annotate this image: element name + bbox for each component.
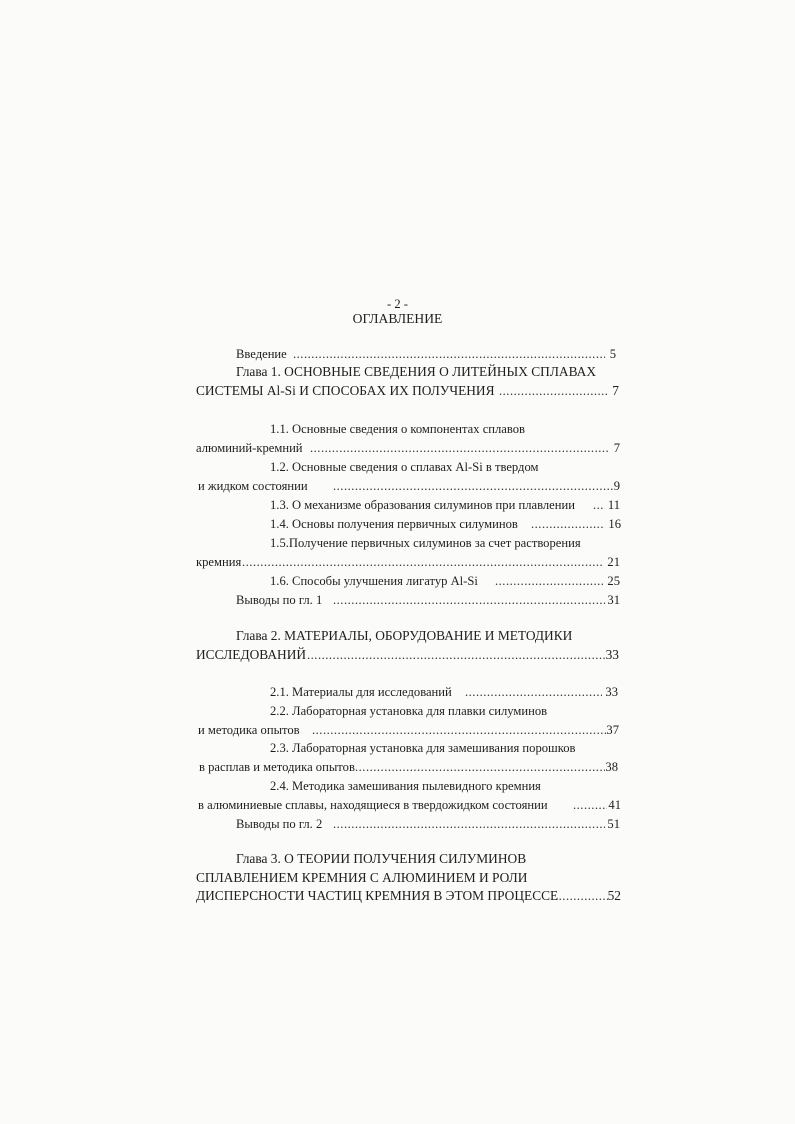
toc-leader — [242, 554, 604, 570]
toc-page-number: 16 — [608, 517, 621, 531]
toc-page-number: 37 — [606, 723, 619, 737]
toc-conclusions: Выводы по гл. 1 — [236, 593, 323, 607]
toc-page-number: 5 — [609, 347, 616, 361]
page-number: - 2 - — [387, 297, 408, 311]
page-title: ОГЛАВЛЕНИЕ — [352, 311, 443, 326]
toc-page-number: 51 — [607, 817, 620, 831]
toc-chapter-title: Глава 3. О ТЕОРИИ ПОЛУЧЕНИЯ СИЛУМИНОВ — [236, 851, 527, 866]
toc-conclusions: Выводы по гл. 2 — [236, 817, 323, 831]
toc-chapter-title: ДИСПЕРСНОСТИ ЧАСТИЦ КРЕМНИЯ В ЭТОМ ПРОЦЕССЕ — [196, 888, 559, 903]
toc-chapter-title: ИССЛЕДОВАНИЙ — [196, 647, 307, 662]
toc-section-title: 2.1. Материалы для исследований — [270, 685, 452, 699]
toc-section-title: 1.3. О механизме образования силуминов при плавлении — [270, 498, 575, 512]
toc-section-title: 1.4. Основы получения первичных силуминов — [270, 517, 518, 531]
toc-page-number: 33 — [605, 685, 618, 699]
toc-chapter-title: СИСТЕМЫ Al-Si И СПОСОБАХ ИХ ПОЛУЧЕНИЯ — [196, 383, 495, 398]
toc-section-title: кремния — [196, 555, 242, 569]
toc-chapter-title: Глава 1. ОСНОВНЫЕ СВЕДЕНИЯ О ЛИТЕЙНЫХ СПЛАВАХ — [236, 364, 597, 379]
toc-section-title: в алюминиевые сплавы, находящиеся в твердожидком состоянии — [198, 798, 548, 812]
toc-leader — [531, 516, 605, 532]
toc-section-title: 1.5.Получение первичных силуминов за счет растворения — [270, 536, 581, 550]
toc-page-number: 21 — [607, 555, 620, 569]
toc-page-number: 33 — [605, 647, 619, 662]
toc-entry-label: Введение — [236, 347, 287, 361]
toc-leader — [465, 684, 602, 700]
toc-section-title: алюминий-кремний — [196, 441, 303, 455]
toc-page-number: 38 — [605, 760, 618, 774]
toc-page-number: 9 — [613, 479, 620, 493]
toc-page-number: 31 — [607, 593, 620, 607]
toc-leader — [555, 888, 608, 904]
toc-leader — [333, 478, 615, 494]
toc-section-title: 2.3. Лабораторная установка для замешивания порошков — [270, 741, 576, 755]
toc-section-title: 1.6. Способы улучшения лигатур Al-Si — [270, 574, 478, 588]
toc-section-title: 2.2. Лабораторная установка для плавки силуминов — [270, 704, 548, 718]
toc-leader — [293, 346, 605, 362]
toc-page-number: 11 — [607, 498, 620, 512]
toc-leader — [307, 647, 607, 663]
toc-leader — [333, 592, 605, 608]
toc-section-title: и жидком состоянии — [198, 479, 308, 493]
toc-leader — [312, 722, 607, 738]
toc-section-title: 1.2. Основные сведения о сплавах Al-Si в твердом — [270, 460, 539, 474]
toc-leader — [333, 816, 605, 832]
toc-section-title: и методика опытов — [198, 723, 300, 737]
toc-page-number: 25 — [607, 574, 620, 588]
toc-page-number: 7 — [613, 441, 620, 455]
toc-leader — [499, 383, 607, 399]
toc-section-title: 1.1. Основные сведения о компонентах сплавов — [270, 422, 526, 436]
toc-leader — [573, 797, 607, 813]
toc-leader — [355, 759, 605, 775]
toc-section-title: 2.4. Методика замешивания пылевидного кремния — [270, 779, 541, 793]
toc-page-number: 41 — [608, 798, 621, 812]
toc-page-number: 52 — [607, 888, 621, 903]
toc-section-title: в расплав и методика опытов — [199, 760, 355, 774]
toc-leader — [495, 573, 603, 589]
toc-chapter-title: СПЛАВЛЕНИЕМ КРЕМНИЯ С АЛЮМИНИЕМ И РОЛИ — [196, 870, 528, 885]
toc-chapter-title: Глава 2. МАТЕРИАЛЫ, ОБОРУДОВАНИЕ И МЕТОДИКИ — [236, 628, 573, 643]
toc-page-number: 7 — [612, 383, 619, 398]
toc-leader — [310, 440, 610, 456]
